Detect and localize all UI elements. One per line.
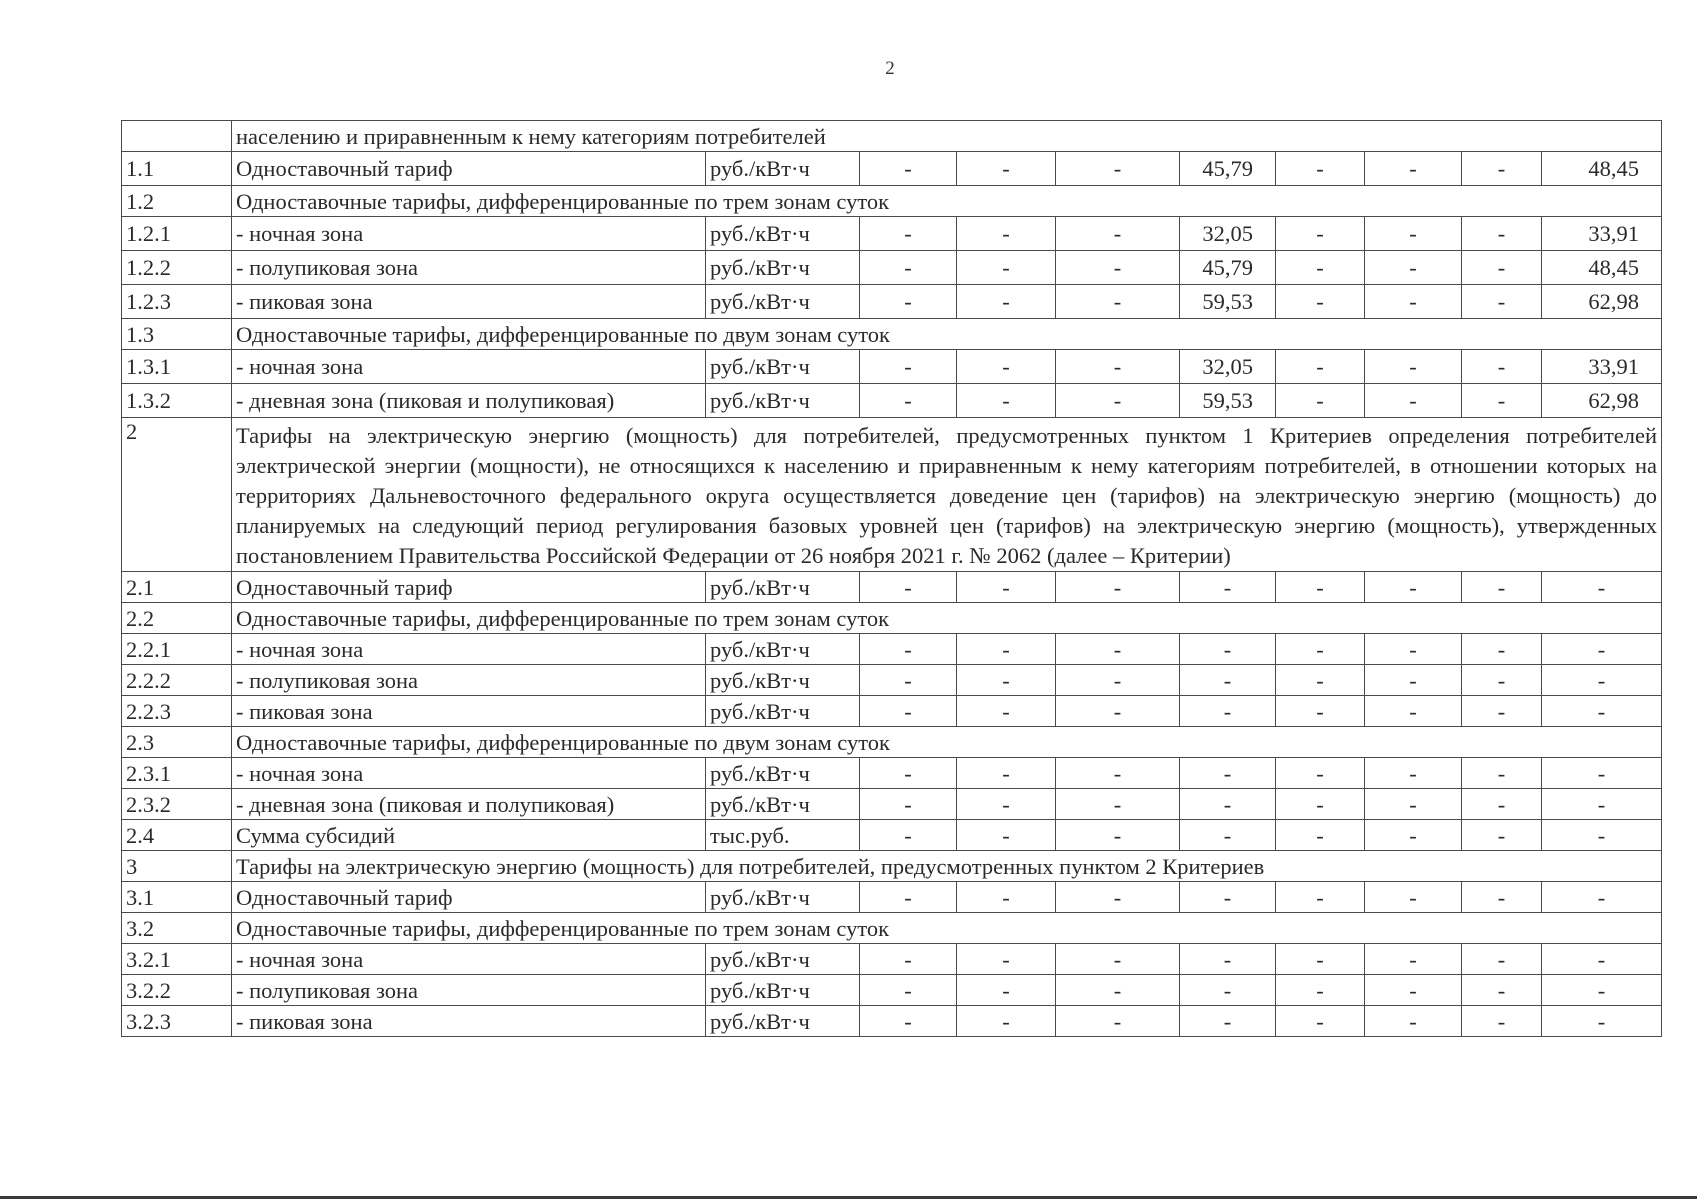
tariff-value: - <box>1056 572 1180 603</box>
tariff-value: - <box>1462 251 1542 285</box>
tariff-value: - <box>1542 975 1662 1006</box>
row-number: 1.3.2 <box>122 384 232 418</box>
row-number: 2.2 <box>122 603 232 634</box>
section-heading: Одноставочные тарифы, дифференцированные по трем зонам суток <box>232 186 1662 217</box>
row-label: - пиковая зона <box>232 696 706 727</box>
section-heading: Одноставочные тарифы, дифференцированные по двум зонам суток <box>232 319 1662 350</box>
tariff-value: - <box>1276 758 1365 789</box>
row-number: 2 <box>122 418 232 572</box>
table-row <box>122 944 1662 975</box>
tariff-value: - <box>1056 152 1180 186</box>
table-row <box>122 882 1662 913</box>
row-unit: руб./кВт·ч <box>706 384 860 418</box>
table-row <box>122 384 1662 418</box>
tariff-value: - <box>1056 285 1180 319</box>
tariff-value: - <box>1462 944 1542 975</box>
row-label: - полупиковая зона <box>232 665 706 696</box>
row-unit: руб./кВт·ч <box>706 1006 860 1037</box>
table-row <box>122 603 1662 634</box>
table-body <box>122 121 1662 1037</box>
row-number: 1.2.1 <box>122 217 232 251</box>
row-unit: руб./кВт·ч <box>706 251 860 285</box>
row-number: 3.2.1 <box>122 944 232 975</box>
tariff-value: - <box>1462 152 1542 186</box>
tariff-value: - <box>1542 696 1662 727</box>
tariff-value: - <box>957 572 1056 603</box>
tariff-value: - <box>957 1006 1056 1037</box>
tariff-value: - <box>1542 820 1662 851</box>
row-number: 1.1 <box>122 152 232 186</box>
tariff-value: - <box>1180 634 1276 665</box>
row-unit: руб./кВт·ч <box>706 152 860 186</box>
row-number: 1.2.2 <box>122 251 232 285</box>
row-number: 2.2.3 <box>122 696 232 727</box>
table-row <box>122 696 1662 727</box>
tariff-value: - <box>1462 634 1542 665</box>
tariff-value: - <box>957 820 1056 851</box>
tariff-value: - <box>860 350 957 384</box>
table-row <box>122 152 1662 186</box>
section-description: Тарифы на электрическую энергию (мощность) для потребителей, предусмотренных пунктом 1 Критериев определения потребителей электрической энергии (мощности), не относящихся к населению и приравненным к нему категориям потребителей, в отношении которых на территориях Дальневосточного федерального округа осуществляется доведение цен (тарифов) на электрическую энергию (мощность) до планируемых на следующий период регулирования базовых уровней цен (тарифов) на электрическую энергию (мощность), утвержденных постановлением Правительства Российской Федерации от 26 ноября 2021 г. № 2062 (далее – Критерии) <box>232 418 1662 572</box>
table-row <box>122 665 1662 696</box>
tariff-value: - <box>957 975 1056 1006</box>
tariff-value: - <box>957 285 1056 319</box>
tariff-value: - <box>1365 882 1462 913</box>
tariff-value: - <box>1462 820 1542 851</box>
row-number: 2.3 <box>122 727 232 758</box>
tariff-value: - <box>1276 384 1365 418</box>
section-heading: населению и приравненным к нему категориям потребителей <box>232 121 1662 152</box>
tariff-value: - <box>1365 350 1462 384</box>
row-label: - ночная зона <box>232 350 706 384</box>
tariff-value: - <box>957 152 1056 186</box>
tariff-value: - <box>957 251 1056 285</box>
tariff-value: - <box>1365 217 1462 251</box>
row-label: - дневная зона (пиковая и полупиковая) <box>232 789 706 820</box>
row-label: Одноставочный тариф <box>232 152 706 186</box>
tariff-value: 45,79 <box>1180 152 1276 186</box>
tariff-value: - <box>957 789 1056 820</box>
tariff-value: - <box>1365 789 1462 820</box>
table-row <box>122 758 1662 789</box>
table-row <box>122 727 1662 758</box>
tariff-value: - <box>1365 384 1462 418</box>
tariff-value: - <box>860 572 957 603</box>
tariff-value: - <box>1276 789 1365 820</box>
tariff-value: - <box>1542 572 1662 603</box>
tariff-value: - <box>1056 882 1180 913</box>
tariff-value: - <box>1180 882 1276 913</box>
tariff-value: - <box>1542 1006 1662 1037</box>
tariff-value: - <box>1365 944 1462 975</box>
row-label: Одноставочный тариф <box>232 882 706 913</box>
tariff-value: - <box>1365 285 1462 319</box>
tariff-value: - <box>957 384 1056 418</box>
tariff-value: - <box>1056 944 1180 975</box>
tariff-value: - <box>1462 384 1542 418</box>
tariff-value: 62,98 <box>1542 285 1662 319</box>
page-number: 2 <box>885 58 895 79</box>
tariff-value: - <box>1180 820 1276 851</box>
tariff-value: - <box>1056 350 1180 384</box>
tariff-value: - <box>957 696 1056 727</box>
row-label: - полупиковая зона <box>232 975 706 1006</box>
tariff-value: - <box>860 758 957 789</box>
tariff-value: - <box>1365 572 1462 603</box>
table-row <box>122 913 1662 944</box>
tariff-value: - <box>860 285 957 319</box>
table-row <box>122 285 1662 319</box>
table-row <box>122 350 1662 384</box>
row-number: 2.3.1 <box>122 758 232 789</box>
row-number: 2.2.1 <box>122 634 232 665</box>
section-heading: Одноставочные тарифы, дифференцированные по трем зонам суток <box>232 913 1662 944</box>
tariff-value: - <box>1462 217 1542 251</box>
tariff-value: - <box>1276 350 1365 384</box>
row-unit: руб./кВт·ч <box>706 944 860 975</box>
tariff-value: - <box>1276 1006 1365 1037</box>
tariff-value: 32,05 <box>1180 350 1276 384</box>
row-unit: руб./кВт·ч <box>706 789 860 820</box>
row-number: 2.3.2 <box>122 789 232 820</box>
tariff-value: - <box>1462 350 1542 384</box>
tariff-value: - <box>1542 789 1662 820</box>
tariff-value: - <box>1276 820 1365 851</box>
row-label: Сумма субсидий <box>232 820 706 851</box>
row-number: 1.3 <box>122 319 232 350</box>
tariff-value: - <box>1056 634 1180 665</box>
row-number <box>122 121 232 152</box>
tariff-value: 45,79 <box>1180 251 1276 285</box>
tariff-value: 33,91 <box>1542 217 1662 251</box>
tariff-value: - <box>1462 1006 1542 1037</box>
tariff-value: - <box>1056 975 1180 1006</box>
section-heading: Тарифы на электрическую энергию (мощность) для потребителей, предусмотренных пунктом 2 Критериев <box>232 851 1662 882</box>
row-label: - ночная зона <box>232 944 706 975</box>
tariff-value: - <box>1542 665 1662 696</box>
tariff-value: - <box>1365 152 1462 186</box>
tariff-value: - <box>1056 789 1180 820</box>
tariff-value: - <box>860 634 957 665</box>
tariff-value: - <box>860 975 957 1006</box>
row-label: - пиковая зона <box>232 1006 706 1037</box>
tariff-value: - <box>1365 634 1462 665</box>
row-unit: тыс.руб. <box>706 820 860 851</box>
tariff-value: 48,45 <box>1542 251 1662 285</box>
tariff-value: - <box>1056 665 1180 696</box>
tariff-value: - <box>1056 1006 1180 1037</box>
tariff-value: - <box>860 152 957 186</box>
tariff-value: - <box>1462 975 1542 1006</box>
tariff-value: - <box>860 251 957 285</box>
tariff-table <box>121 120 1662 1037</box>
tariff-value: - <box>1056 251 1180 285</box>
tariff-value: 59,53 <box>1180 384 1276 418</box>
tariff-value: - <box>1276 217 1365 251</box>
tariff-value: - <box>957 350 1056 384</box>
row-number: 2.2.2 <box>122 665 232 696</box>
tariff-value: - <box>1180 572 1276 603</box>
tariff-value: - <box>957 882 1056 913</box>
row-unit: руб./кВт·ч <box>706 572 860 603</box>
row-label: Одноставочный тариф <box>232 572 706 603</box>
row-unit: руб./кВт·ч <box>706 665 860 696</box>
row-label: - ночная зона <box>232 217 706 251</box>
table-row <box>122 634 1662 665</box>
tariff-value: - <box>1276 975 1365 1006</box>
tariff-value: - <box>1056 217 1180 251</box>
tariff-value: - <box>957 665 1056 696</box>
tariff-value: - <box>1180 789 1276 820</box>
tariff-value: - <box>860 820 957 851</box>
row-number: 3.2.2 <box>122 975 232 1006</box>
tariff-value: - <box>1365 251 1462 285</box>
tariff-value: - <box>1462 882 1542 913</box>
tariff-value: - <box>1276 882 1365 913</box>
tariff-value: - <box>1365 975 1462 1006</box>
table-row <box>122 251 1662 285</box>
tariff-value: - <box>1180 1006 1276 1037</box>
row-label: - полупиковая зона <box>232 251 706 285</box>
tariff-value: - <box>1180 696 1276 727</box>
table-row <box>122 975 1662 1006</box>
table-row <box>122 319 1662 350</box>
row-label: - пиковая зона <box>232 285 706 319</box>
tariff-value: 62,98 <box>1542 384 1662 418</box>
tariff-value: - <box>1276 634 1365 665</box>
tariff-value: - <box>860 217 957 251</box>
tariff-value: - <box>1462 665 1542 696</box>
tariff-value: - <box>1365 1006 1462 1037</box>
tariff-value: - <box>1056 696 1180 727</box>
tariff-value: - <box>1365 665 1462 696</box>
row-number: 2.4 <box>122 820 232 851</box>
tariff-value: - <box>860 944 957 975</box>
tariff-value: - <box>1276 944 1365 975</box>
tariff-value: - <box>1180 665 1276 696</box>
tariff-value: - <box>1180 944 1276 975</box>
table-row <box>122 186 1662 217</box>
tariff-value: - <box>1180 758 1276 789</box>
tariff-value: 48,45 <box>1542 152 1662 186</box>
table-row <box>122 121 1662 152</box>
page-bottom-rule <box>0 1196 1697 1199</box>
tariff-value: - <box>1462 758 1542 789</box>
tariff-value: - <box>957 634 1056 665</box>
tariff-value: - <box>1056 820 1180 851</box>
tariff-value: - <box>860 882 957 913</box>
tariff-value: - <box>957 758 1056 789</box>
tariff-value: - <box>1462 789 1542 820</box>
tariff-value: - <box>1276 152 1365 186</box>
tariff-value: - <box>1180 975 1276 1006</box>
row-unit: руб./кВт·ч <box>706 882 860 913</box>
tariff-value: - <box>860 384 957 418</box>
tariff-value: - <box>1365 696 1462 727</box>
row-number: 1.3.1 <box>122 350 232 384</box>
table-row <box>122 1006 1662 1037</box>
tariff-value: - <box>1462 572 1542 603</box>
tariff-value: - <box>1276 251 1365 285</box>
tariff-value: - <box>957 217 1056 251</box>
row-unit: руб./кВт·ч <box>706 634 860 665</box>
tariff-value: - <box>860 1006 957 1037</box>
row-unit: руб./кВт·ч <box>706 217 860 251</box>
tariff-value: 33,91 <box>1542 350 1662 384</box>
table-row <box>122 217 1662 251</box>
row-unit: руб./кВт·ч <box>706 285 860 319</box>
tariff-value: - <box>1056 758 1180 789</box>
tariff-value: - <box>860 665 957 696</box>
row-unit: руб./кВт·ч <box>706 975 860 1006</box>
row-number: 3.2.3 <box>122 1006 232 1037</box>
row-unit: руб./кВт·ч <box>706 696 860 727</box>
tariff-value: - <box>1365 820 1462 851</box>
tariff-value: - <box>1542 634 1662 665</box>
row-unit: руб./кВт·ч <box>706 350 860 384</box>
tariff-value: - <box>860 789 957 820</box>
tariff-value: - <box>1276 572 1365 603</box>
row-number: 1.2.3 <box>122 285 232 319</box>
table-row <box>122 418 1662 572</box>
table-row <box>122 820 1662 851</box>
row-number: 3.2 <box>122 913 232 944</box>
tariff-value: - <box>1542 758 1662 789</box>
table-row <box>122 572 1662 603</box>
tariff-value: - <box>1542 944 1662 975</box>
tariff-value: - <box>957 944 1056 975</box>
table-row <box>122 851 1662 882</box>
tariff-value: - <box>1462 285 1542 319</box>
row-number: 3.1 <box>122 882 232 913</box>
row-label: - дневная зона (пиковая и полупиковая) <box>232 384 706 418</box>
row-number: 1.2 <box>122 186 232 217</box>
row-label: - ночная зона <box>232 758 706 789</box>
tariff-value: - <box>1276 285 1365 319</box>
section-heading: Одноставочные тарифы, дифференцированные по трем зонам суток <box>232 603 1662 634</box>
tariff-value: - <box>1056 384 1180 418</box>
tariff-value: - <box>1542 882 1662 913</box>
tariff-value: 32,05 <box>1180 217 1276 251</box>
row-number: 3 <box>122 851 232 882</box>
row-label: - ночная зона <box>232 634 706 665</box>
tariff-value: - <box>1462 696 1542 727</box>
row-unit: руб./кВт·ч <box>706 758 860 789</box>
tariff-value: - <box>1276 696 1365 727</box>
tariff-value: - <box>860 696 957 727</box>
row-number: 2.1 <box>122 572 232 603</box>
tariff-value: 59,53 <box>1180 285 1276 319</box>
tariff-value: - <box>1276 665 1365 696</box>
table-row <box>122 789 1662 820</box>
tariff-value: - <box>1365 758 1462 789</box>
section-heading: Одноставочные тарифы, дифференцированные по двум зонам суток <box>232 727 1662 758</box>
